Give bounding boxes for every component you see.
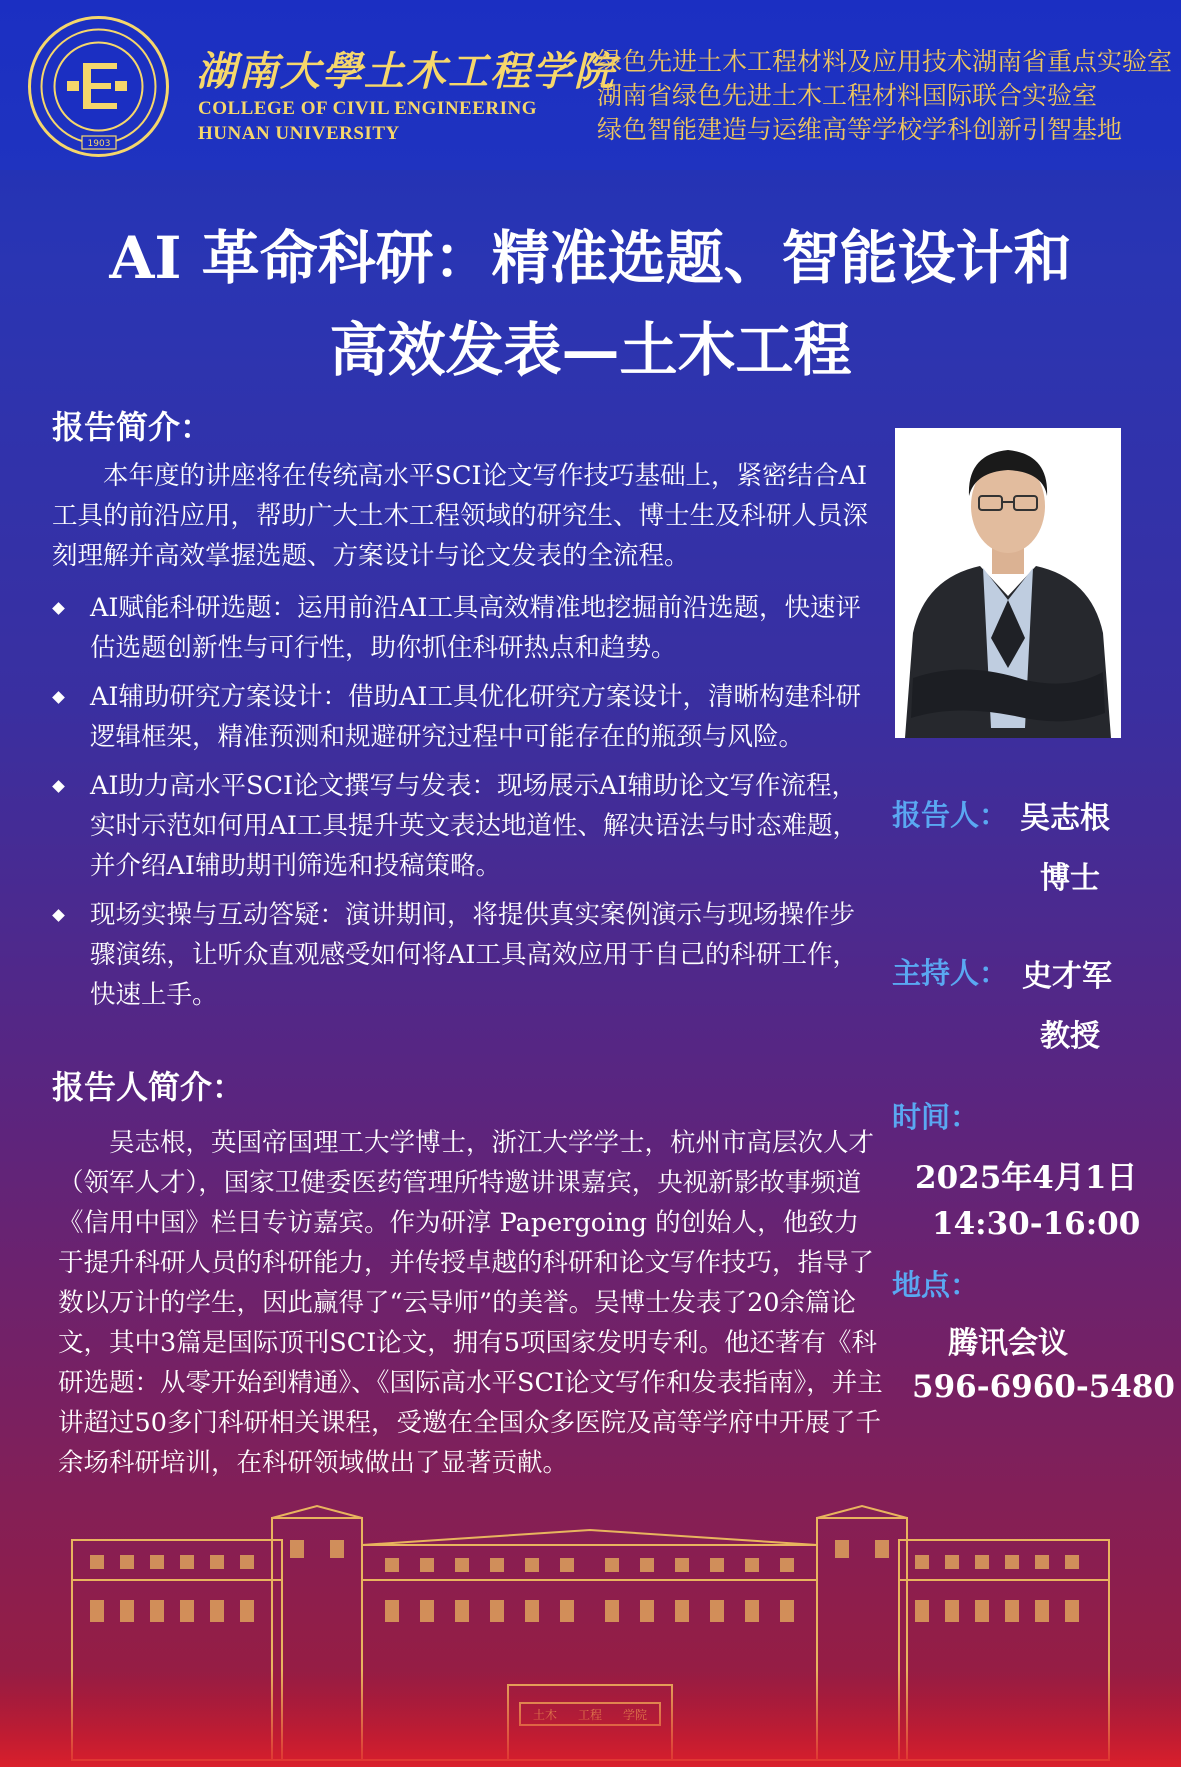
bullet-item: [52, 766, 880, 886]
university-logo: [27, 15, 170, 158]
bullet-item: [52, 677, 880, 757]
school-name-cn: 湖南大學土木工程学院: [196, 48, 616, 95]
report-bullet-list: [52, 588, 880, 1024]
bullet-item: [52, 588, 880, 668]
host-name: 史才军: [1022, 959, 1112, 994]
speaker-title: 博士: [1040, 861, 1100, 896]
poster-title-line1: AI 革命科研：精准选题、智能设计和: [109, 224, 1072, 292]
school-name-en-line1: COLLEGE OF CIVIL ENGINEERING: [198, 98, 538, 119]
bullet-item: [52, 895, 880, 1015]
diamond-bullet-icon: [52, 909, 65, 922]
speaker-photo: [895, 428, 1121, 738]
diamond-bullet-icon: [52, 602, 65, 615]
diamond-bullet-icon: [52, 691, 65, 704]
bullet-text: 现场实操与互动答疑：演讲期间，将提供真实案例演示与现场操作步骤演练，让听众直观感受如何将AI工具高效应用于自己的科研工作，快速上手。: [90, 900, 858, 1010]
school-name-en: [198, 96, 537, 146]
host-title: 教授: [1040, 1019, 1100, 1054]
speaker-bio-paragraph: 吴志根，英国帝国理工大学博士，浙江大学学士，杭州市高层次人才（领军人才），国家卫健委医药管理所特邀讲课嘉宾，央视新影故事频道《信用中国》栏目专访嘉宾。作为研淳 Papergoing 的创始人，他致力于提升科研人员的科研能力，并传授卓越的科研和论文写作技巧，指导了数以万计的学生，因此赢得了“云导师”的美誉。吴博士发表了20余篇论文，其中3篇是国际顶刊SCI论文，拥有5项国家发明专利。他还著有《科研选题：从零开始到精通》、《国际高水平SCI论文写作和发表指南》，并主讲超过50多门科研相关课程，受邀在全国众多医院及高等学府中开展了千余场科研培训，在科研领域做出了显著贡献。: [58, 1128, 883, 1478]
lab-item: 绿色先进土木工程材料及应用技术湖南省重点实验室: [597, 47, 1173, 76]
speaker-label: 报告人：: [892, 798, 1009, 832]
event-time: 14:30-16:00: [932, 1206, 1141, 1242]
event-date: 2025年4月1日: [915, 1160, 1138, 1196]
logo-year: 1903: [87, 139, 111, 149]
diamond-bullet-icon: [52, 780, 65, 793]
report-intro-heading: 报告简介：: [52, 408, 213, 446]
header-banner: [0, 0, 1181, 170]
place-label: 地点：: [892, 1268, 980, 1302]
meeting-id: 596-6960-5480: [912, 1369, 1176, 1405]
lab-item: 湖南省绿色先进土木工程材料国际联合实验室: [597, 81, 1098, 110]
bullet-text: AI辅助研究方案设计：借助AI工具优化研究方案设计，清晰构建科研逻辑框架，精准预测和规避研究过程中可能存在的瓶颈与风险。: [90, 682, 861, 752]
lab-item: 绿色智能建造与运维高等学校学科创新引智基地: [597, 115, 1123, 144]
lab-list: [597, 45, 1172, 147]
poster-title-line2: 高效发表—土木工程: [329, 316, 852, 384]
event-venue: 腾讯会议: [948, 1326, 1068, 1361]
bullet-text: AI赋能科研选题：运用前沿AI工具高效精准地挖掘前沿选题，快速评估选题创新性与可行性，助你抓住科研热点和趋势。: [90, 593, 861, 663]
speaker-bio-heading: 报告人简介：: [52, 1068, 245, 1106]
bullet-text: AI助力高水平SCI论文撰写与发表：现场展示AI辅助论文写作流程，实时示范如何用AI工具提升英文表达地道性、解决语法与时态难题，并介绍AI辅助期刊筛选和投稿策略。: [90, 771, 858, 881]
host-label: 主持人：: [892, 956, 1009, 990]
time-label: 时间：: [892, 1100, 980, 1134]
speaker-name: 吴志根: [1020, 801, 1110, 836]
poster-title: [0, 212, 1181, 396]
building-illustration: [0, 1500, 1181, 1767]
report-intro-paragraph: 本年度的讲座将在传统高水平SCI论文写作技巧基础上，紧密结合AI工具的前沿应用，帮助广大土木工程领域的研究生、博士生及科研人员深刻理解并高效掌握选题、方案设计与论文发表的全流程。: [52, 461, 869, 571]
school-name-en-line2: HUNAN UNIVERSITY: [198, 123, 400, 144]
